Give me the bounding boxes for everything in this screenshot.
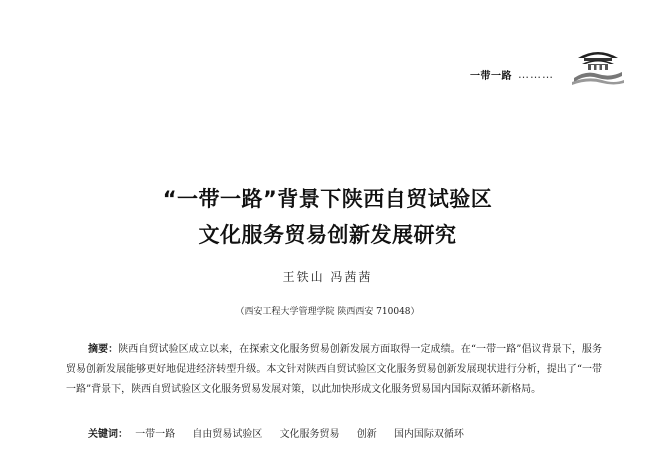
authors: 王铁山 冯茜茜 <box>282 270 373 284</box>
keyword-item: 一带一路 <box>135 429 176 440</box>
article-title-line-1: “一带一路”背景下陕西自贸试验区 <box>162 187 493 211</box>
affiliation: （西安工程大学管理学院 陕西西安 710048） <box>235 307 420 317</box>
running-header-dots: ……… <box>518 67 554 81</box>
running-header-tag: 一带一路 <box>470 70 512 82</box>
abstract <box>66 340 602 400</box>
abstract-text: 陕西自贸试验区成立以来，在探索文化服务贸易创新发展方面取得一定成绩。在“一带一路”倡议背景下，服务贸易创新发展能够更好地促进经济转型升级。本文针对陕西自贸试验区文化服务贸易创新发展现状进行分析，提出了“一带一路”背景下，陕西自贸试验区文化服务贸易发展对策，以此加快形成文化服务贸易国内国际双循环新格局。 <box>66 344 603 395</box>
abstract-label: 摘要： <box>88 344 119 355</box>
pavilion-logo-icon <box>572 44 624 86</box>
keyword-item: 文化服务贸易 <box>279 429 340 440</box>
keyword-item: 创新 <box>356 429 377 440</box>
keywords-label: 关键词： <box>88 429 128 440</box>
running-header <box>470 64 554 84</box>
keyword-item: 国内国际双循环 <box>393 429 464 440</box>
article-title-line-2: 文化服务贸易创新发展研究 <box>198 223 457 247</box>
keyword-item: 自由贸易试验区 <box>192 429 263 440</box>
keywords <box>88 425 478 440</box>
